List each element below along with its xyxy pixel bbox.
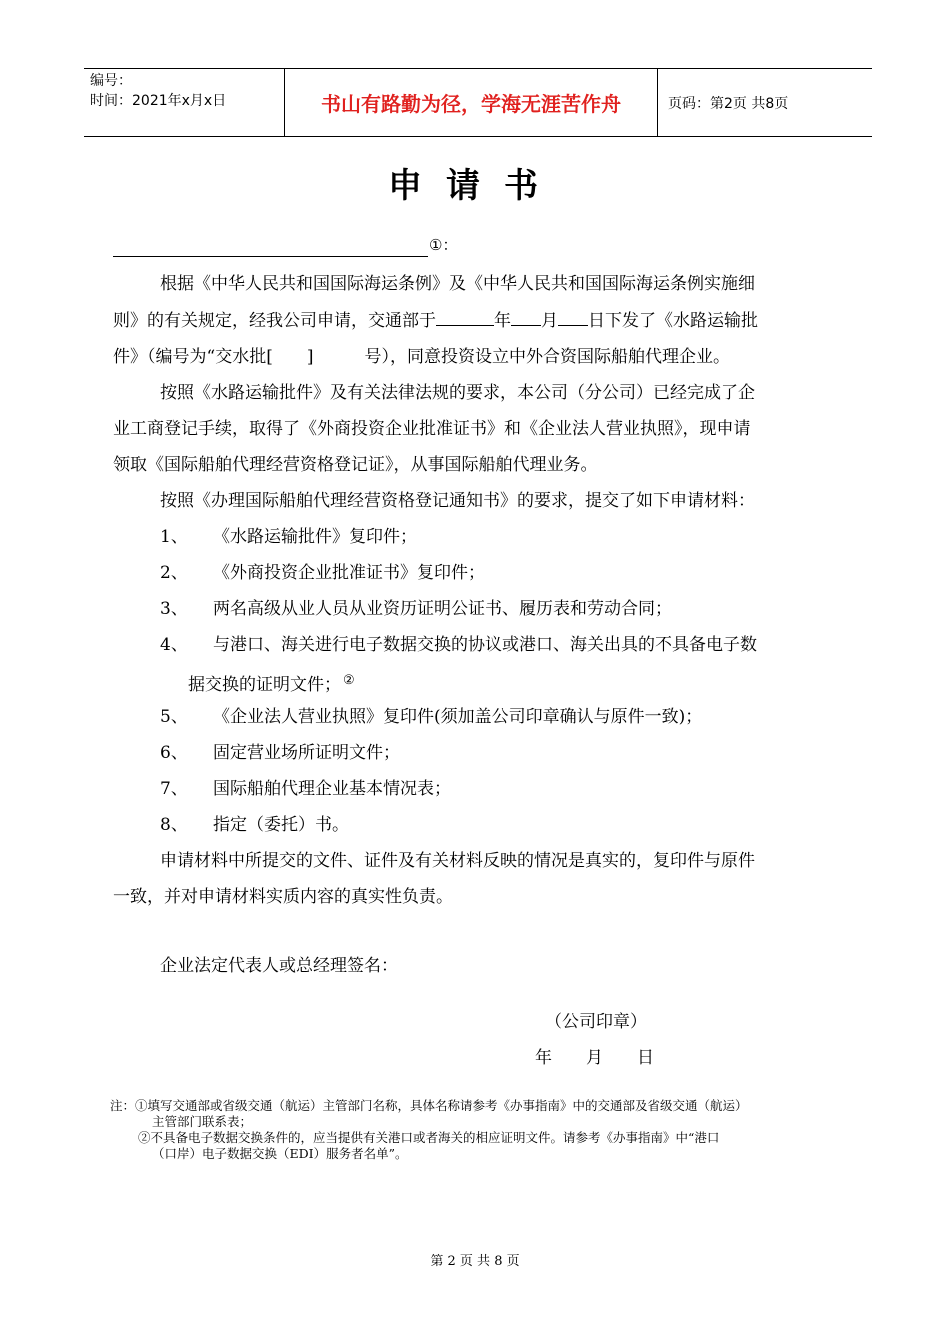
list-item-text: 据交换的证明文件； [188,675,341,695]
paragraph-1-line-1: 根据《中华人民共和国国际海运条例》及《中华人民共和国国际海运条例实施细 [160,274,755,294]
list-item-text: 与港口、海关进行电子数据交换的协议或港口、海关出具的不具备电子数 [213,635,757,655]
month-blank [511,305,541,326]
paragraph-2-line-3: 领取《国际船舶代理经营资格登记证》，从事国际船舶代理业务。 [113,455,598,475]
time-label: 时间：2021年x月x日 [90,93,227,109]
note-1-line-1: 注：①填写交通部或省级交通（航运）主管部门名称，具体名称请参考《办事指南》中的交通部及省级交通（航运） [110,1098,748,1113]
list-item-text: 《外商投资企业批准证书》复印件； [213,563,485,583]
list-item-number: 7、 [160,779,188,799]
paragraph-2-line-1: 按照《水路运输批件》及有关法律法规的要求，本公司（分公司）已经完成了企 [160,383,755,403]
company-seal: （公司印章） [545,1012,647,1032]
list-item-text: 《水路运输批件》复印件； [213,527,417,547]
list-item-continuation [188,663,355,703]
p1-text-a: 则》的有关规定，经我公司申请，交通部于 [113,311,436,331]
document-title: 申请书 [388,166,562,206]
note-2-line-1: ②不具备电子数据交换条件的，应当提供有关港口或者海关的相应证明文件。请参考《办事指南》中“港口 [138,1130,720,1145]
list-item-number: 6、 [160,743,188,763]
year-blank [436,305,494,326]
list-item-number: 8、 [160,815,188,835]
addressee-blank [113,230,428,257]
header-motto: 书山有路勤为径，学海无涯苦作舟 [284,69,658,136]
signature-line: 企业法定代表人或总经理签名： [160,956,398,976]
paragraph-1-line-3: 件》（编号为“交水批[ ] 号），同意投资设立中外合资国际船舶代理企业。 [113,347,730,367]
paragraph-2-line-2: 业工商登记手续，取得了《外商投资企业批准证书》和《企业法人营业执照》，现申请 [113,419,751,439]
date-line: 年 月 日 [535,1048,654,1068]
header-meta [84,69,284,136]
list-item-number: 3、 [160,599,188,619]
footnote-marker-2: ② [343,673,355,688]
note-1-line-2: 主管部门联系表； [152,1114,253,1129]
list-item-number: 1、 [160,527,188,547]
list-item-text: 《企业法人营业执照》复印件(须加盖公司印章确认与原件一致)； [213,707,703,727]
p1-text-c: 月 [541,311,558,331]
header-table [84,68,872,137]
list-item-number: 2、 [160,563,188,583]
header-page-label: 页码：第2页 共8页 [668,95,789,112]
note-2-line-2: （口岸）电子数据交换（EDI）服务者名单”。 [152,1146,408,1161]
list-item-number: 4、 [160,635,188,655]
list-item-text: 指定（委托）书。 [213,815,349,835]
day-blank [558,305,588,326]
list-item-text: 固定营业场所证明文件； [213,743,400,763]
paragraph-4-line-1: 申请材料中所提交的文件、证件及有关材料反映的情况是真实的，复印件与原件 [160,851,755,871]
p1-text-b: 年 [494,311,511,331]
list-item-text: 国际船舶代理企业基本情况表； [213,779,451,799]
number-label: 编号： [90,73,132,89]
paragraph-3: 按照《办理国际船舶代理经营资格登记通知书》的要求，提交了如下申请材料： [160,491,755,511]
page-footer: 第 2 页 共 8 页 [430,1254,520,1269]
addressee-marker: ①： [429,236,458,254]
paragraph-4-line-2: 一致，并对申请材料实质内容的真实性负责。 [113,887,453,907]
paragraph-1-line-2 [113,303,758,339]
list-item-text: 两名高级从业人员从业资历证明公证书、履历表和劳动合同； [213,599,672,619]
p1-text-d: 日下发了《水路运输批 [588,311,758,331]
list-item-number: 5、 [160,707,188,727]
